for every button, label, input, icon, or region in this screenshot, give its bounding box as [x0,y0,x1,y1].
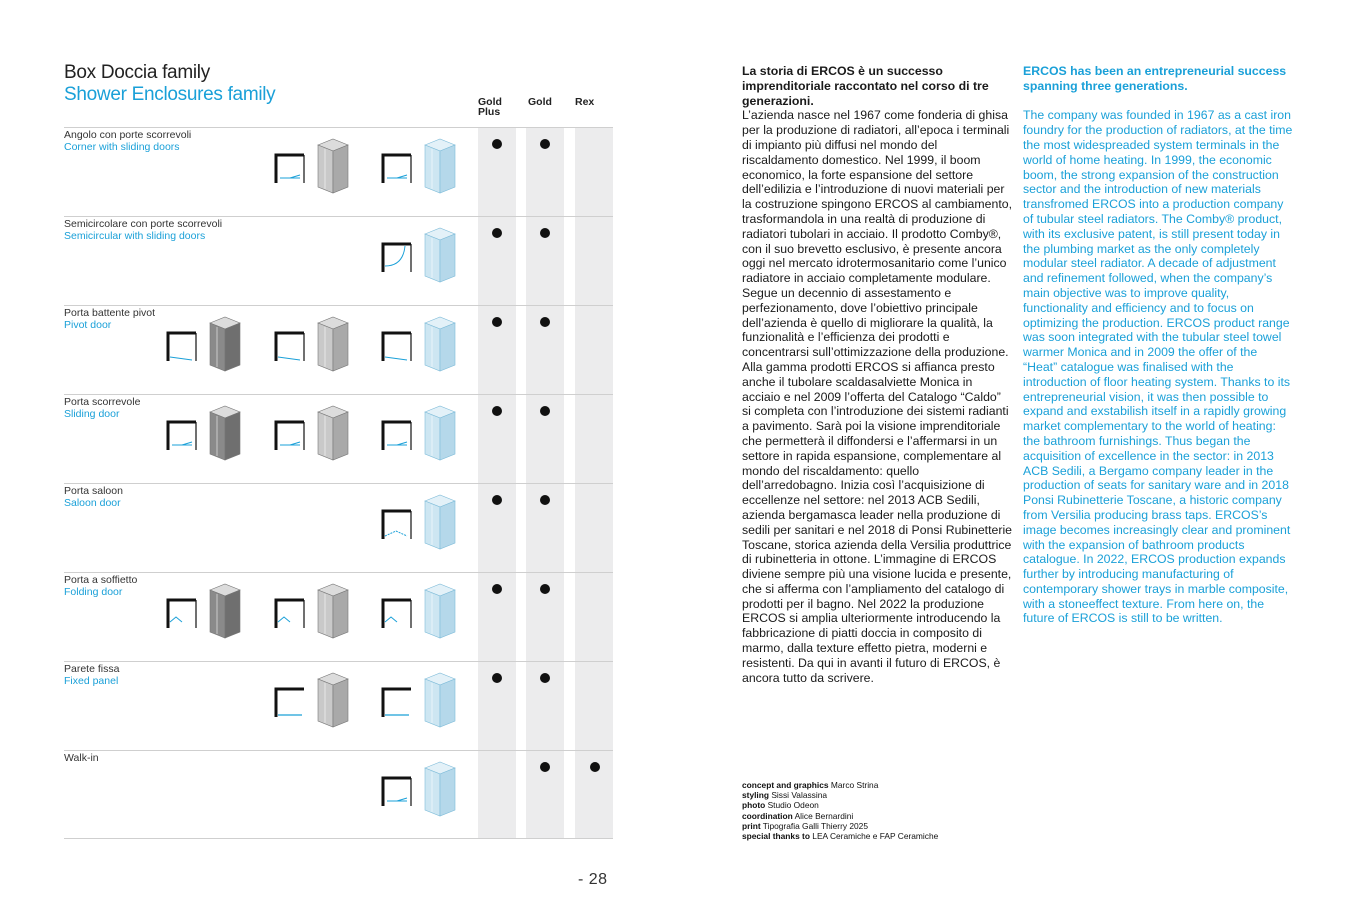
row-label-english: Saloon door [64,497,121,509]
grey-plan-icon [274,153,306,190]
row-label-italian: Porta battente pivot [64,307,156,319]
blue-enclosure-icon [423,671,457,734]
blue-plan-icon [381,509,413,546]
table-bottom-rule [64,838,613,839]
black-plan-icon [166,598,198,635]
row-label-english: Sliding door [64,408,120,420]
grey-enclosure-icon [316,137,350,200]
table-row [64,305,613,394]
blue-enclosure-icon [423,137,457,200]
availability-dot [492,673,502,683]
row-divider [64,394,613,395]
row-label-italian: Porta scorrevole [64,396,141,408]
black-plan-icon [166,420,198,457]
table-row [64,661,613,750]
table-row [64,483,613,572]
availability-dot [540,317,550,327]
row-label-english: Pivot door [64,319,112,331]
story-italian-heading: La storia di ERCOS è un successo imprenditoriale raccontato nel corso di tre generazioni. [742,64,989,108]
black-plan-icon [166,331,198,368]
black-enclosure-icon [208,315,242,378]
availability-dot [492,139,502,149]
story-english-heading: ERCOS has been an entrepreneurial success spanning three generations. [1023,64,1287,93]
table-row [64,750,613,839]
availability-dot [540,673,550,683]
blue-enclosure-icon [423,760,457,823]
credit-line: print Tipografia Galli Thierry 2025 [742,820,868,831]
row-label-english: Fixed panel [64,675,119,687]
table-row [64,394,613,483]
grey-enclosure-icon [316,582,350,645]
blue-enclosure-icon [423,493,457,556]
grey-enclosure-icon [316,404,350,467]
blue-plan-icon [381,420,413,457]
column-header-gold-plus: Gold Plus [478,96,502,118]
column-header-rex: Rex [575,96,595,108]
column-header-gold: Gold [528,96,552,108]
blue-enclosure-icon [423,226,457,289]
table-row [64,127,613,216]
row-label-english: Folding door [64,586,123,598]
row-divider [64,572,613,573]
credit-line: coordination Alice Bernardini [742,810,854,821]
blue-enclosure-icon [423,582,457,645]
credits [742,780,938,841]
availability-dot [540,584,550,594]
blue-plan-icon [381,153,413,190]
black-enclosure-icon [208,582,242,645]
black-enclosure-icon [208,404,242,467]
page-number: - 28 [578,871,608,888]
row-label-italian: Semicircolare con porte scorrevoli [64,218,223,230]
credit-line: styling Sissi Valassina [742,790,828,801]
row-label-english: Semicircular with sliding doors [64,230,206,242]
blue-enclosure-icon [423,315,457,378]
title-english: Shower Enclosures family [64,84,276,105]
availability-dot [590,762,600,772]
grey-plan-icon [274,420,306,457]
availability-dot [540,495,550,505]
title-italian: Box Doccia family [64,62,210,83]
availability-dot [540,762,550,772]
availability-dot [492,228,502,238]
availability-dot [540,139,550,149]
row-label-italian: Walk-in [64,752,99,764]
row-label-italian: Angolo con porte scorrevoli [64,129,192,141]
blue-plan-icon [381,687,413,724]
blue-plan-icon [381,598,413,635]
blue-enclosure-icon [423,404,457,467]
row-label-italian: Parete fissa [64,663,120,675]
grey-plan-icon [274,598,306,635]
credit-line: special thanks to LEA Ceramiche e FAP Ceramiche [742,831,939,842]
blue-plan-icon [381,776,413,813]
availability-dot [540,228,550,238]
story-english [1023,64,1293,626]
grey-plan-icon [274,331,306,368]
grey-plan-icon [274,687,306,724]
row-label-italian: Porta saloon [64,485,123,497]
row-divider [64,750,613,751]
availability-dot [492,317,502,327]
row-label-english: Corner with sliding doors [64,141,180,153]
credit-line: concept and graphics Marco Strina [742,780,879,790]
row-divider [64,661,613,662]
row-divider [64,216,613,217]
blue-plan-icon [381,242,413,279]
grey-enclosure-icon [316,315,350,378]
row-divider [64,127,613,128]
story-italian-text: L’azienda nasce nel 1967 come fonderia di ghisa per la produzione di radiatori, all’epoca i terminali di impianto più diffusi nel mondo del riscaldamento domestico. Nel 1999, il boom economico, la forte espansione del settore dell’edilizia e l’introduzione di nuovi materiali per la costruzione spingono ERCOS al cambiamento, trasformandola in una realtà di produzione di radiatori tubolari in acciaio. Il prodotto Comby®, con il suo brevetto esclusivo, è presente ancora oggi nel mercato idrotermosanitario come l’unico radiatore in acciaio completamente modulare. Segue un decennio di assestamento e perfezionamento, dove l’obiettivo principale dell’azienda è quello di migliorare la qualità, la funzionalità e l’efficienza dei prodotti e concentrarsi sull’ottimizzazione della produzione. Alla gamma prodotti ERCOS si affianca presto anche il tubolare scaldasalviette Monica in acciaio e nel 2009 l’offerta del Catalogo “Caldo” si completa con l’introduzione dei sistemi radianti a pavimento. Sarà poi la visione imprenditoriale che permetterà il diffondersi e l’affermarsi in un settore in rapida espansione, complementare al mondo del riscaldamento: quello dell’arredobagno. Inizia così l’acquisizione di eccellenze nel settore: nel 2013 ACB Sedili, azienda bergamasca leader nella produzione di sedili per sanitari e nel 2018 di Ponsi Rubinetterie Toscane, storica azienda della Versilia produttrice di rubinetteria in ottone. L’immagine di ERCOS diviene sempre più una visione lucida e presente, che si afferma con l’ampliamento del catalogo di prodotti per il bagno. Nel 2022 la produzione ERCOS si amplia ulteriormente introducendo la fabbricazione di piatti doccia in composito di marmo, dalla texture effetto pietra, moderni e resistenti. Da qui in avanti il futuro di ERCOS, è ancora tutto da scrivere. [742,108,1013,685]
blue-plan-icon [381,331,413,368]
story-italian [742,64,1012,685]
story-english-text: The company was founded in 1967 as a cast iron foundry for the production of radiators, at the time the most widespreaded system terminals in the world of home heating. In 1999, the economic boom, the strong expansion of the construction sector and the introduction of new materials transfromed ERCOS into a production company of tubular steel radiators. The Comby® product, with its exclusive patent, is still present today in the plumbing market as the only completely modular steel radiator. A decade of adjustment and refinement followed, when the company’s main objective was to improve quality, functionality and efficiency and to focus on optimizing the production. ERCOS product range was soon integrated with the tubular steel towel warmer Monica and in 2009 the offer of the “Heat” catalogue was finalised with the introduction of floor heating system. Thanks to its entrepreneurial vision, it was then possible to expand and exstabilish itself in a rapidly growing market complementary to the world of heating: the bathroom furnishings. Thus began the acquisition of excellence in the sector: in 2013 ACB Sedili, a Bergamo company leader in the production of seats for sanitary ware and in 2018 Ponsi Rubinetterie Toscane, a historic company from Versilia producing brass taps. ERCOS’s image becomes increasingly clear and prominent with the expansion of bathroom products catalogue. In 2022, ERCOS production expands further by introducing manufacturing of contemporary shower trays in marble composite, with a stoneeffect texture. From here on, the future of ERCOS is still to be written. [1023,108,1293,626]
availability-dot [492,406,502,416]
row-label-italian: Porta a soffietto [64,574,138,586]
grey-enclosure-icon [316,671,350,734]
row-divider [64,305,613,306]
availability-dot [540,406,550,416]
availability-dot [492,584,502,594]
row-divider [64,483,613,484]
availability-dot [492,495,502,505]
table-row [64,572,613,661]
table-row [64,216,613,305]
credit-line: photo Studio Odeon [742,800,819,811]
